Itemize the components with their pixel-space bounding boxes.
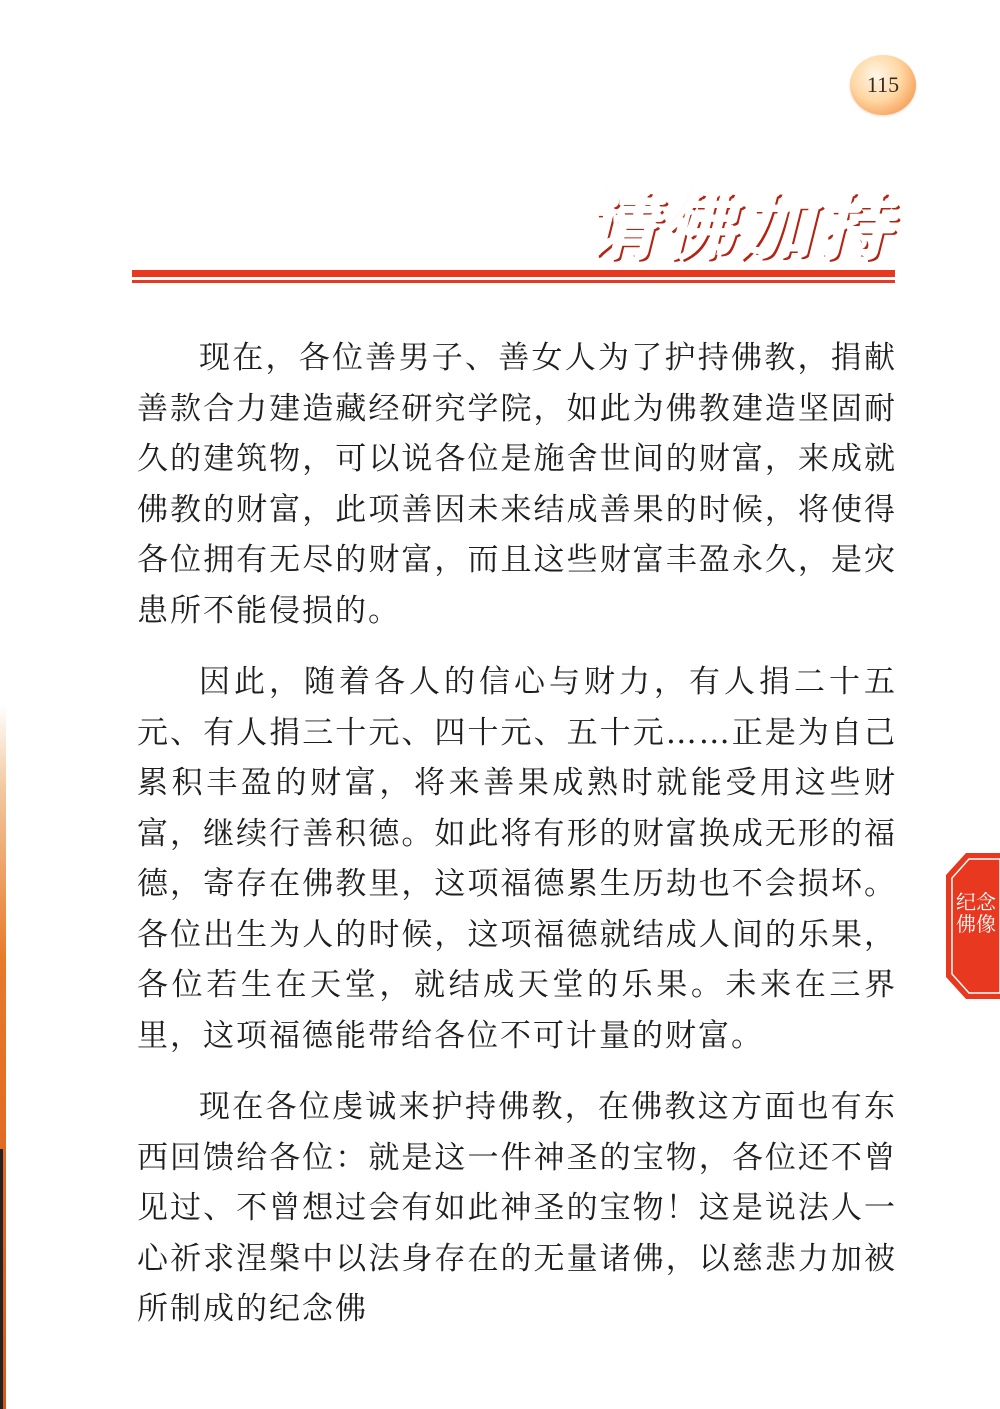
chapter-title: 请佛加持 (583, 185, 896, 269)
section-side-tab[interactable] (946, 853, 1000, 999)
paragraph: 现在，各位善男子、善女人为了护持佛教，捐献善款合力建造藏经研究学院，如此为佛教建造坚固耐久的建筑物，可以说各位是施舍世间的财富，来成就佛教的财富，此项善因未来结成善果的时候，将使得各位拥有无尽的财富，而且这些财富丰盈永久，是灾患所不能侵损的。 (137, 340, 897, 629)
page-edge-decoration (0, 0, 6, 1409)
paragraph: 因此，随着各人的信心与财力，有人捐二十五元、有人捐三十元、四十元、五十元……正是为自己累积丰盈的财富，将来善果成熟时就能受用这些财富，继续行善积德。如此将有形的财富换成无形的福德，寄存在佛教里，这项福德累生历劫也不会损坏。各位出生为人的时候，这项福德就结成人间的乐果，各位若生在天堂，就结成天堂的乐果。未来在三界里，这项福德能带给各位不可计量的财富。 (137, 664, 897, 1054)
side-tab-label: 纪念佛像 (956, 890, 996, 936)
title-rule-thick (132, 270, 895, 277)
page-number: 115 (866, 72, 900, 97)
title-rule-thin (132, 280, 895, 283)
page-edge-dark-strip (0, 1149, 3, 1409)
body-text (137, 333, 897, 1356)
page-number-badge (850, 55, 916, 115)
paragraph: 现在各位虔诚来护持佛教，在佛教这方面也有东西回馈给各位：就是这一件神圣的宝物，各位还不曾见过、不曾想过会有如此神圣的宝物！这是说法人一心祈求涅槃中以法身存在的无量诸佛，以慈悲力加被所制成的纪念佛 (137, 1089, 897, 1327)
